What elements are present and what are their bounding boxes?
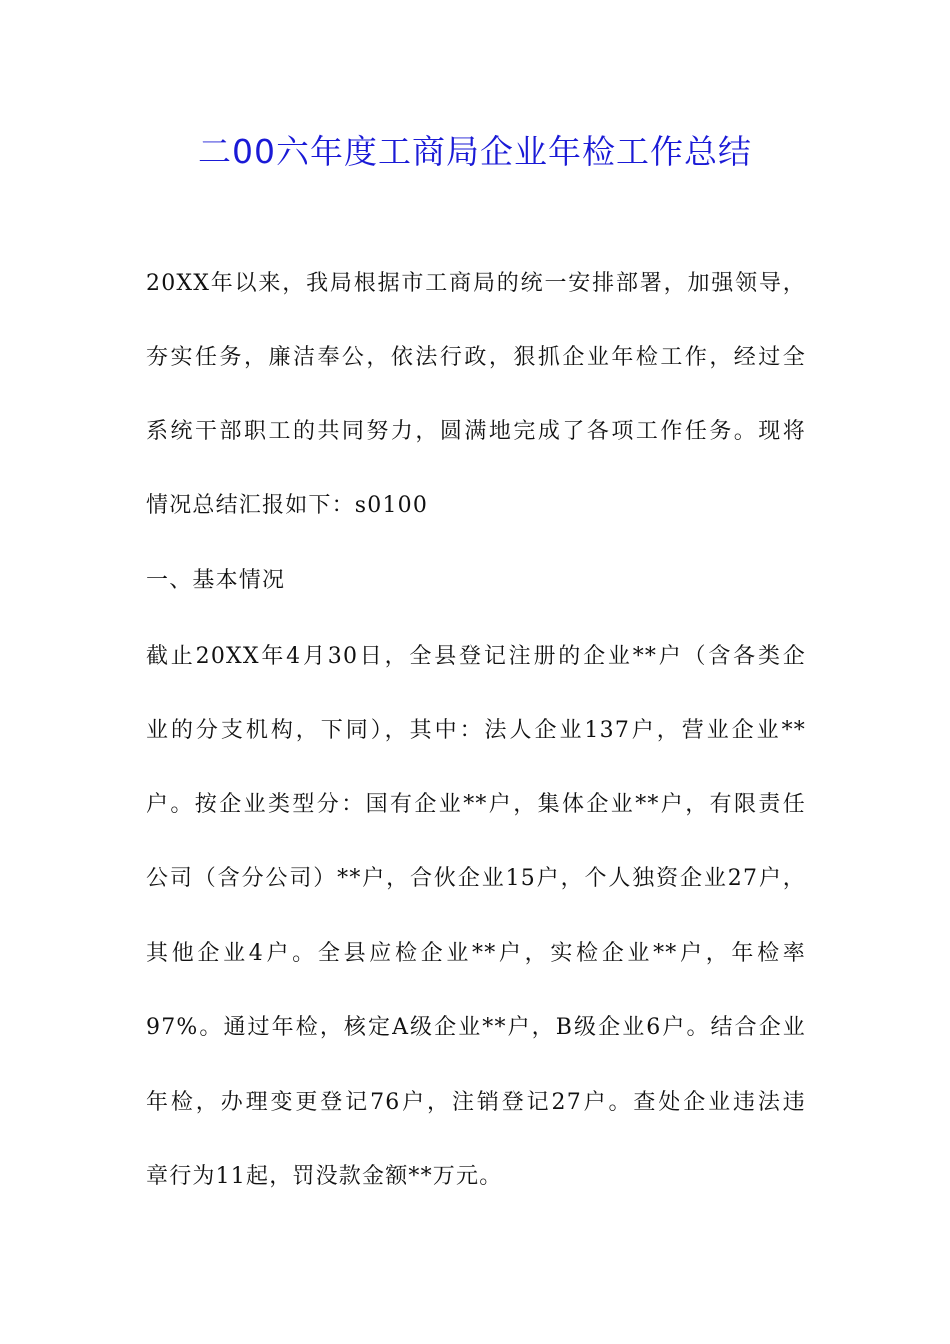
body-line-9: 公司（含分公司）**户，合伙企业15户，个人独资企业27户， xyxy=(146,866,806,891)
body-line-12: 年检，办理变更登记76户，注销登记27户。查处企业违法违 xyxy=(146,1090,806,1115)
body-line-6: 截止20XX年4月30日，全县登记注册的企业**户（含各类企 xyxy=(146,644,806,669)
body-line-2: 夯实任务，廉洁奉公，依法行政，狠抓企业年检工作，经过全 xyxy=(146,345,806,370)
body-line-8: 户。按企业类型分：国有企业**户，集体企业**户，有限责任 xyxy=(146,792,806,817)
body-line-11: 97%。通过年检，核定A级企业**户，B级企业6户。结合企业 xyxy=(146,1015,806,1040)
section-heading-basic: 一、基本情况 xyxy=(146,568,286,593)
body-line-10: 其他企业4户。全县应检企业**户，实检企业**户，年检率 xyxy=(146,941,806,966)
body-line-7: 业的分支机构，下同），其中：法人企业137户，营业企业** xyxy=(146,718,806,743)
body-line-4: 情况总结汇报如下：s0100 xyxy=(146,493,429,518)
body-line-13: 章行为11起，罚没款金额**万元。 xyxy=(146,1164,503,1189)
document-title: 二00六年度工商局企业年检工作总结 xyxy=(198,132,752,171)
body-line-3: 系统干部职工的共同努力，圆满地完成了各项工作任务。现将 xyxy=(146,419,806,444)
body-line-1: 20XX年以来，我局根据市工商局的统一安排部署，加强领导， xyxy=(146,271,806,296)
